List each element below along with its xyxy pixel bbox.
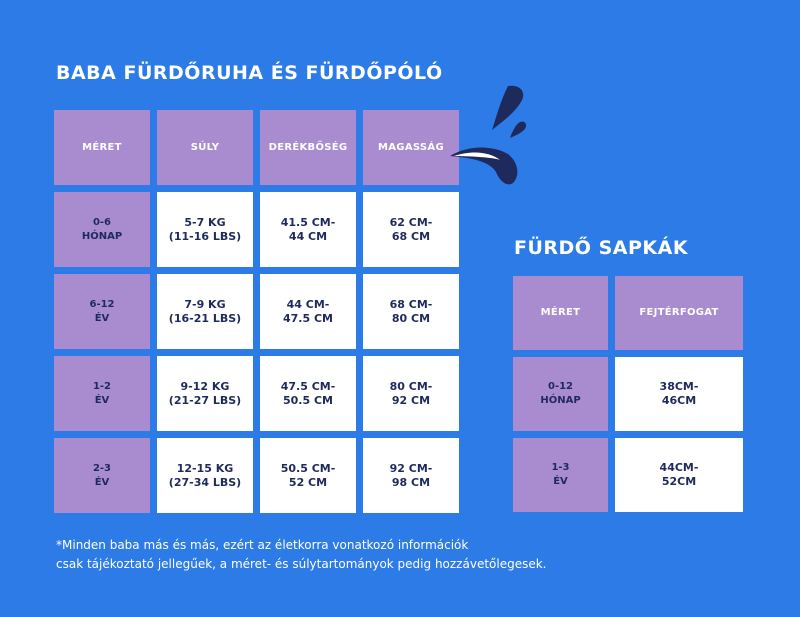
- table-cell: 50.5 CM- 52 CM: [260, 438, 356, 513]
- column-header: MÉRET: [513, 276, 608, 350]
- footnote-line-1: *Minden baba más és más, ezért az életkorra vonatkozó információk: [56, 538, 469, 552]
- row-label: 1-3 ÉV: [513, 438, 608, 512]
- row-label: 6-12 ÉV: [54, 274, 150, 349]
- table-cell: 47.5 CM- 50.5 CM: [260, 356, 356, 431]
- footnote: [56, 536, 676, 574]
- column-header: FEJTÉRFOGAT: [615, 276, 743, 350]
- column-header: MÉRET: [54, 110, 150, 185]
- footnote-line-2: csak tájékoztató jellegűek, a méret- és súlytartományok pedig hozzávetőlegesek.: [56, 557, 547, 571]
- row-label: 0-12 HÓNAP: [513, 357, 608, 431]
- table-cell: 44 CM- 47.5 CM: [260, 274, 356, 349]
- table-cell: 41.5 CM- 44 CM: [260, 192, 356, 267]
- row-label: 1-2 ÉV: [54, 356, 150, 431]
- table-cell: 38CM- 46CM: [615, 357, 743, 431]
- table-cell: 92 CM- 98 CM: [363, 438, 459, 513]
- table-cell: 5-7 KG (11-16 LBS): [157, 192, 253, 267]
- table-cell: 68 CM- 80 CM: [363, 274, 459, 349]
- column-header: SÚLY: [157, 110, 253, 185]
- table-cell: 12-15 KG (27-34 LBS): [157, 438, 253, 513]
- table-cell: 7-9 KG (16-21 LBS): [157, 274, 253, 349]
- table-cell: 44CM- 52CM: [615, 438, 743, 512]
- column-header: MAGASSÁG: [363, 110, 459, 185]
- table-cell: 9-12 KG (21-27 LBS): [157, 356, 253, 431]
- page-title: BABA FÜRDŐRUHA ÉS FÜRDŐPÓLÓ: [56, 62, 443, 84]
- row-label: 2-3 ÉV: [54, 438, 150, 513]
- cap-section-title: FÜRDŐ SAPKÁK: [514, 237, 689, 259]
- table-cell: 62 CM- 68 CM: [363, 192, 459, 267]
- column-header: DERÉKBŐSÉG: [260, 110, 356, 185]
- row-label: 0-6 HÓNAP: [54, 192, 150, 267]
- table-cell: 80 CM- 92 CM: [363, 356, 459, 431]
- splash-drops-icon: [450, 82, 530, 192]
